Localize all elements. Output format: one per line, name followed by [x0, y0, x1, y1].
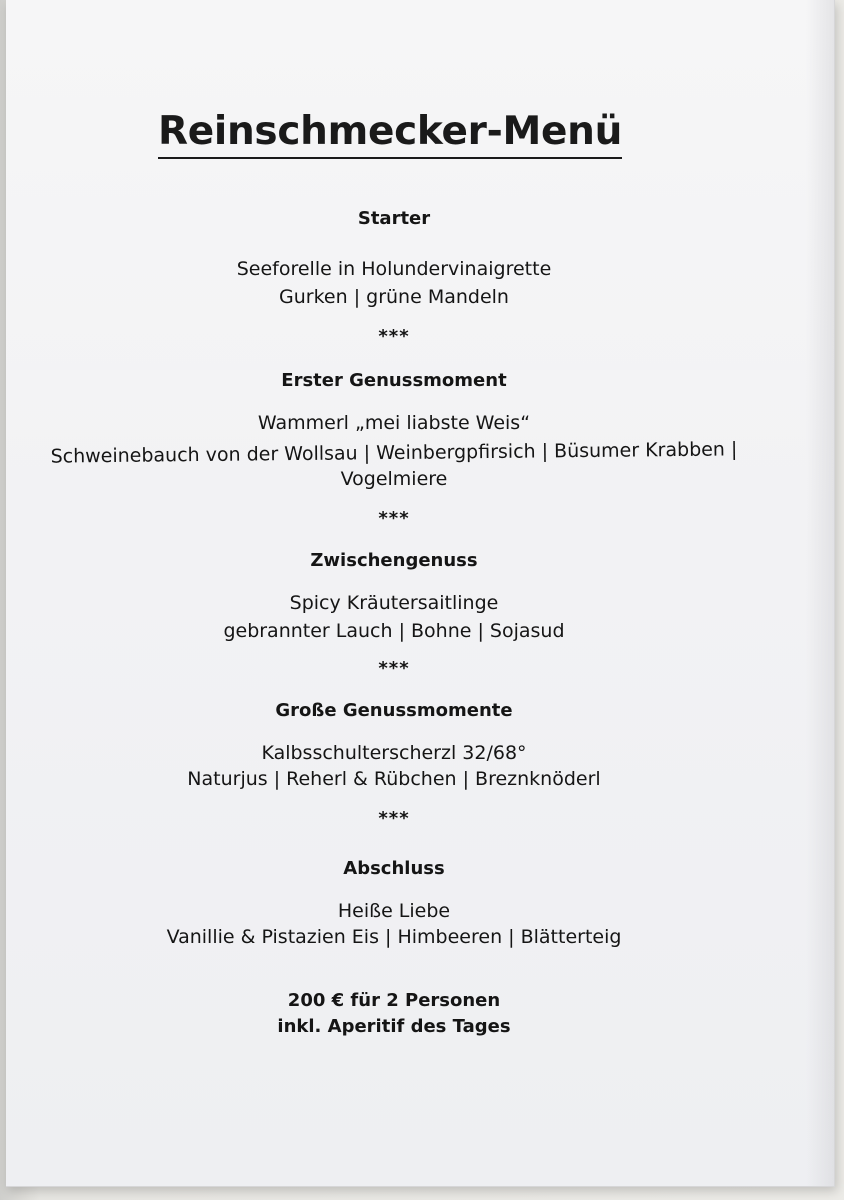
course-dish-components: gebrannter Lauch | Bohne | Sojasud: [223, 620, 565, 642]
paper-shading: [806, 0, 834, 1186]
course-dish-components: Vanillie & Pistazien Eis | Himbeeren | Blätterteig: [166, 926, 622, 948]
course-dish: Wammerl „mei liabste Weis“: [257, 412, 531, 434]
menu-title: Reinschmecker-Menü: [158, 108, 622, 159]
course-dish: Seeforelle in Holundervinaigrette: [236, 258, 552, 280]
course-heading-zwischengenuss: Zwischengenuss: [310, 550, 478, 571]
course-heading-grosse-genussmomente: Große Genussmomente: [275, 700, 513, 721]
course-heading-abschluss: Abschluss: [343, 858, 445, 879]
menu-sheet: [6, 0, 835, 1187]
price-note: inkl. Aperitif des Tages: [277, 1016, 511, 1037]
course-separator: ***: [378, 658, 410, 679]
course-dish: Spicy Kräutersaitlinge: [289, 592, 499, 614]
course-dish: Kalbsschulterscherzl 32/68°: [261, 742, 527, 764]
course-separator: ***: [378, 808, 410, 829]
course-dish-components: Gurken | grüne Mandeln: [279, 286, 509, 308]
course-heading-erster-genussmoment: Erster Genussmoment: [281, 370, 507, 391]
course-dish-components: Schweinebauch von der Wollsau | Weinbergpfirsich | Büsumer Krabben |: [50, 438, 738, 468]
course-separator: ***: [378, 326, 410, 347]
course-separator: ***: [378, 508, 410, 529]
course-dish-components: Vogelmiere: [340, 468, 448, 490]
course-heading-starter: Starter: [357, 208, 431, 229]
course-dish-components: Naturjus | Reherl & Rübchen | Breznknöderl: [187, 768, 601, 790]
course-dish: Heiße Liebe: [337, 900, 451, 922]
price-line: 200 € für 2 Personen: [287, 990, 501, 1011]
